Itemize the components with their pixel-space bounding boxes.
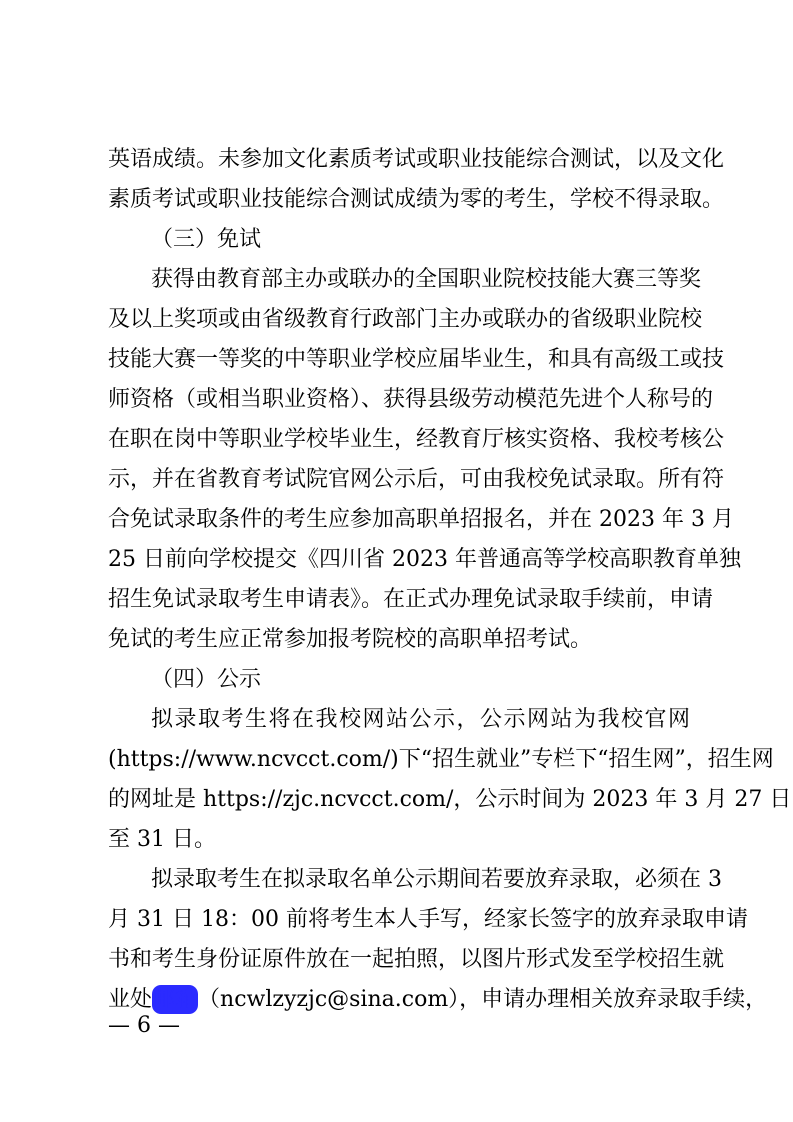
highlighted-text: 邮箱 (153, 987, 198, 1012)
text-line: 素质考试或职业技能综合测试成绩为零的考生，学校不得录取。 (108, 187, 725, 212)
section-heading: （三）免试 (151, 227, 262, 252)
text-line: 的网址是 https://zjc.ncvcct.com/，公示时间为 2023 年 3 月 27 日 (108, 787, 792, 812)
text-line: 及以上奖项或由省级教育行政部门主办或联办的省级职业院校 (108, 307, 703, 332)
text-line: 招生免试录取考生申请表》。在正式办理免试录取手续前，申请 (108, 587, 714, 612)
text-line: 拟录取考生在拟录取名单公示期间若要放弃录取，必须在 3 (151, 867, 722, 892)
text-line: 在职在岗中等职业学校毕业生，经教育厅核实资格、我校考核公 (108, 427, 725, 452)
section-heading: （四）公示 (151, 667, 262, 692)
text-line: 至 31 日。 (108, 827, 216, 852)
text-line: 技能大赛一等奖的中等职业学校应届毕业生，和具有高级工或技 (108, 347, 725, 372)
text-line: 合免试录取条件的考生应参加高职单招报名，并在 2023 年 3 月 (108, 507, 734, 532)
text-line: 示，并在省教育考试院官网公示后，可由我校免试录取。所有符 (108, 467, 725, 492)
text-line: 25 日前向学校提交《四川省 2023 年普通高等学校高职教育单独 (108, 547, 741, 572)
text-segment: （ncwlzyzjc@sina.com），申请办理相关放弃录取手续， (198, 987, 768, 1012)
text-line: 免试的考生应正常参加报考院校的高职单招考试。 (108, 627, 593, 652)
text-line: 英语成绩。未参加文化素质考试或职业技能综合测试，以及文化 (108, 147, 725, 172)
text-line: (https://www.ncvcct.com/)下“招生就业”专栏下“招生网”，招生网 (108, 747, 774, 772)
text-line: 书和考生身份证原件放在一起拍照，以图片形式发至学校招生就 (108, 947, 725, 972)
text-line (108, 987, 768, 1012)
page-number: — 6 — (108, 1013, 180, 1038)
text-line: 获得由教育部主办或联办的全国职业院校技能大赛三等奖 (151, 267, 702, 292)
text-line: 师资格（或相当职业资格）、获得县级劳动模范先进个人称号的 (108, 387, 714, 412)
text-line: 拟录取考生将在我校网站公示，公示网站为我校官网 (151, 707, 690, 732)
text-line: 月 31 日 18：00 前将考生本人手写，经家长签字的放弃录取申请 (108, 907, 748, 932)
text-segment: 业处 (108, 987, 153, 1012)
